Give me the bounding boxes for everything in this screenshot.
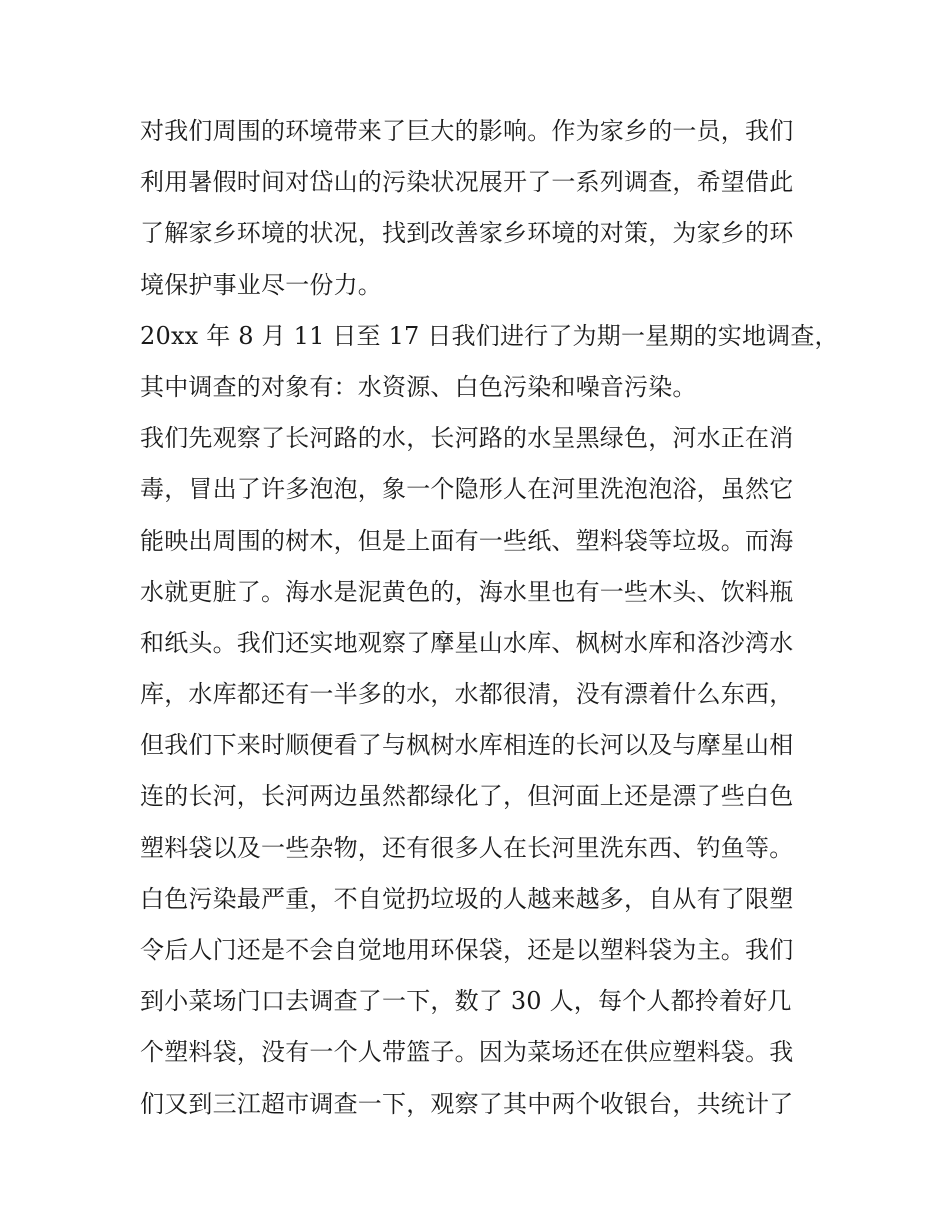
text-line: 库，水库都还有一半多的水，水都很清，没有漂着什么东西， xyxy=(140,680,794,709)
text-line: 能映出周围的树木，但是上面有一些纸、塑料袋等垃圾。而海 xyxy=(140,526,794,555)
text-line: 了解家乡环境的状况，找到改善家乡环境的对策，为家乡的环 xyxy=(140,219,794,248)
text-line: 水就更脏了。海水是泥黄色的，海水里也有一些木头、饮料瓶 xyxy=(140,577,794,606)
text-line: 利用暑假时间对岱山的污染状况展开了一系列调查，希望借此 xyxy=(140,168,794,197)
text-line: 到小菜场门口去调查了一下，数了 30 人，每个人都拎着好几 xyxy=(140,987,792,1016)
text-line: 们又到三江超市调查一下，观察了其中两个收银台，共统计了 xyxy=(140,1089,794,1118)
text-line: 对我们周围的环境带来了巨大的影响。作为家乡的一员，我们 xyxy=(140,117,794,145)
text-line: 白色污染最严重，不自觉扔垃圾的人越来越多，自从有了限塑 xyxy=(140,884,794,913)
text-line: 但我们下来时顺便看了与枫树水库相连的长河以及与摩星山相 xyxy=(140,731,794,760)
text-line: 其中调查的对象有：水资源、白色污染和噪音污染。 xyxy=(140,372,697,401)
text-line: 令后人门还是不会自觉地用环保袋，还是以塑料袋为主。我们 xyxy=(140,936,794,964)
body-text xyxy=(140,106,839,1130)
text-line: 塑料袋以及一些杂物，还有很多人在长河里洗东西、钓鱼等。 xyxy=(140,833,794,862)
text-line: 20xx 年 8 月 11 日至 17 日我们进行了为期一星期的实地调查， xyxy=(140,321,839,350)
text-line: 和纸头。我们还实地观察了摩星山水库、枫树水库和洛沙湾水 xyxy=(140,628,794,657)
text-line: 境保护事业尽一份力。 xyxy=(140,270,382,299)
text-line: 连的长河，长河两边虽然都绿化了，但河面上还是漂了些白色 xyxy=(140,782,794,811)
text-line: 个塑料袋，没有一个人带篮子。因为菜场还在供应塑料袋。我 xyxy=(140,1038,794,1067)
text-line: 毒，冒出了许多泡泡，象一个隐形人在河里洗泡泡浴，虽然它 xyxy=(140,475,794,504)
text-line: 我们先观察了长河路的水，长河路的水呈黑绿色，河水正在消 xyxy=(140,424,794,453)
